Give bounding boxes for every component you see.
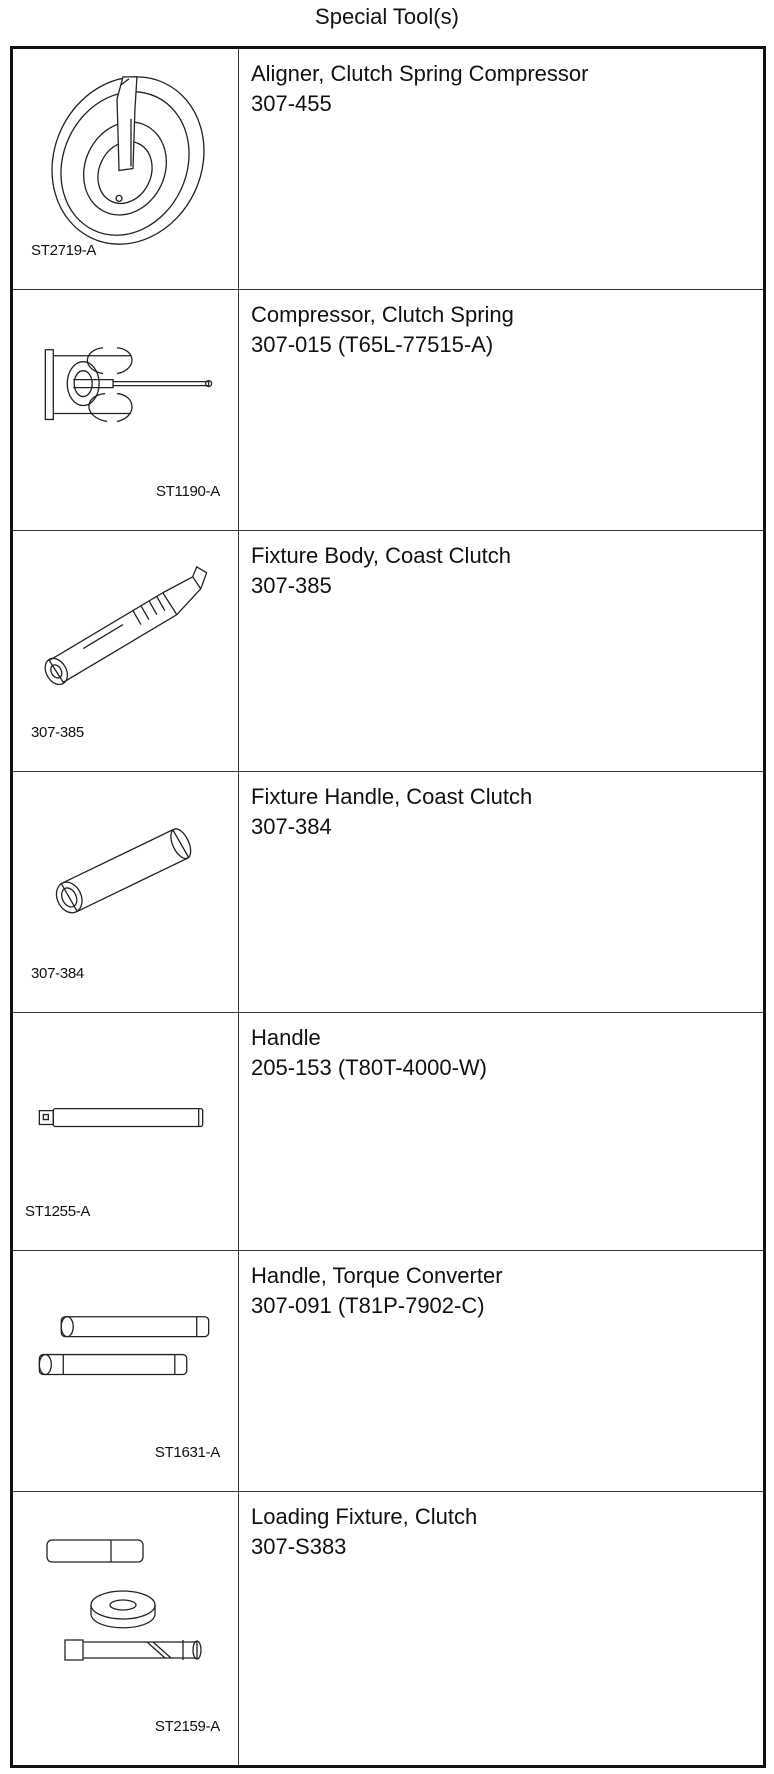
tool-name: Handle, Torque Converter	[251, 1263, 503, 1288]
tool-name: Fixture Handle, Coast Clutch	[251, 784, 533, 809]
tool-number: 307-385	[251, 573, 332, 598]
tool-description	[251, 1261, 503, 1321]
tool-illustration-cell	[13, 49, 239, 289]
table-row	[13, 49, 763, 290]
tool-illustration-cell	[13, 772, 239, 1012]
tool-description	[251, 300, 514, 360]
tool-number: 307-015 (T65L-77515-A)	[251, 332, 494, 357]
table-row	[13, 1492, 763, 1765]
tool-image-code: ST1631-A	[154, 1444, 220, 1461]
tool-description	[251, 1502, 477, 1562]
tool-description	[251, 541, 511, 601]
tool-illustration-cell	[13, 1013, 239, 1250]
tool-image-code: 307-384	[31, 965, 84, 982]
tool-name: Loading Fixture, Clutch	[251, 1504, 478, 1529]
tool-illustration-cell	[13, 531, 239, 771]
tool-name: Handle	[251, 1025, 321, 1050]
table-row	[13, 772, 763, 1013]
tool-illustration-cell	[13, 290, 239, 530]
special-tools-table	[10, 46, 766, 1768]
tool-number: 205-153 (T80T-4000-W)	[251, 1055, 487, 1080]
tool-number: 307-384	[251, 814, 332, 839]
page-title: Special Tool(s)	[315, 4, 459, 29]
tool-image-code: ST1255-A	[25, 1203, 91, 1220]
tool-image-code: ST2159-A	[154, 1718, 220, 1735]
tool-description	[251, 59, 588, 119]
tool-illustration-cell	[13, 1492, 239, 1765]
table-row	[13, 1013, 763, 1251]
tool-description	[251, 782, 532, 842]
tool-name: Aligner, Clutch Spring Compressor	[251, 61, 589, 86]
tool-image-code: 307-385	[31, 724, 84, 741]
table-row	[13, 1251, 763, 1492]
tool-number: 307-455	[251, 91, 332, 116]
tool-number: 307-091 (T81P-7902-C)	[251, 1293, 485, 1318]
tool-description	[251, 1023, 487, 1083]
tool-image-code: ST1190-A	[155, 483, 220, 500]
tool-illustration-cell	[13, 1251, 239, 1491]
table-row	[13, 531, 763, 772]
tool-number: 307-S383	[251, 1534, 347, 1559]
tool-name: Compressor, Clutch Spring	[251, 302, 514, 327]
tool-image-code: ST2719-A	[31, 242, 97, 259]
tool-name: Fixture Body, Coast Clutch	[251, 543, 512, 568]
table-row	[13, 290, 763, 531]
